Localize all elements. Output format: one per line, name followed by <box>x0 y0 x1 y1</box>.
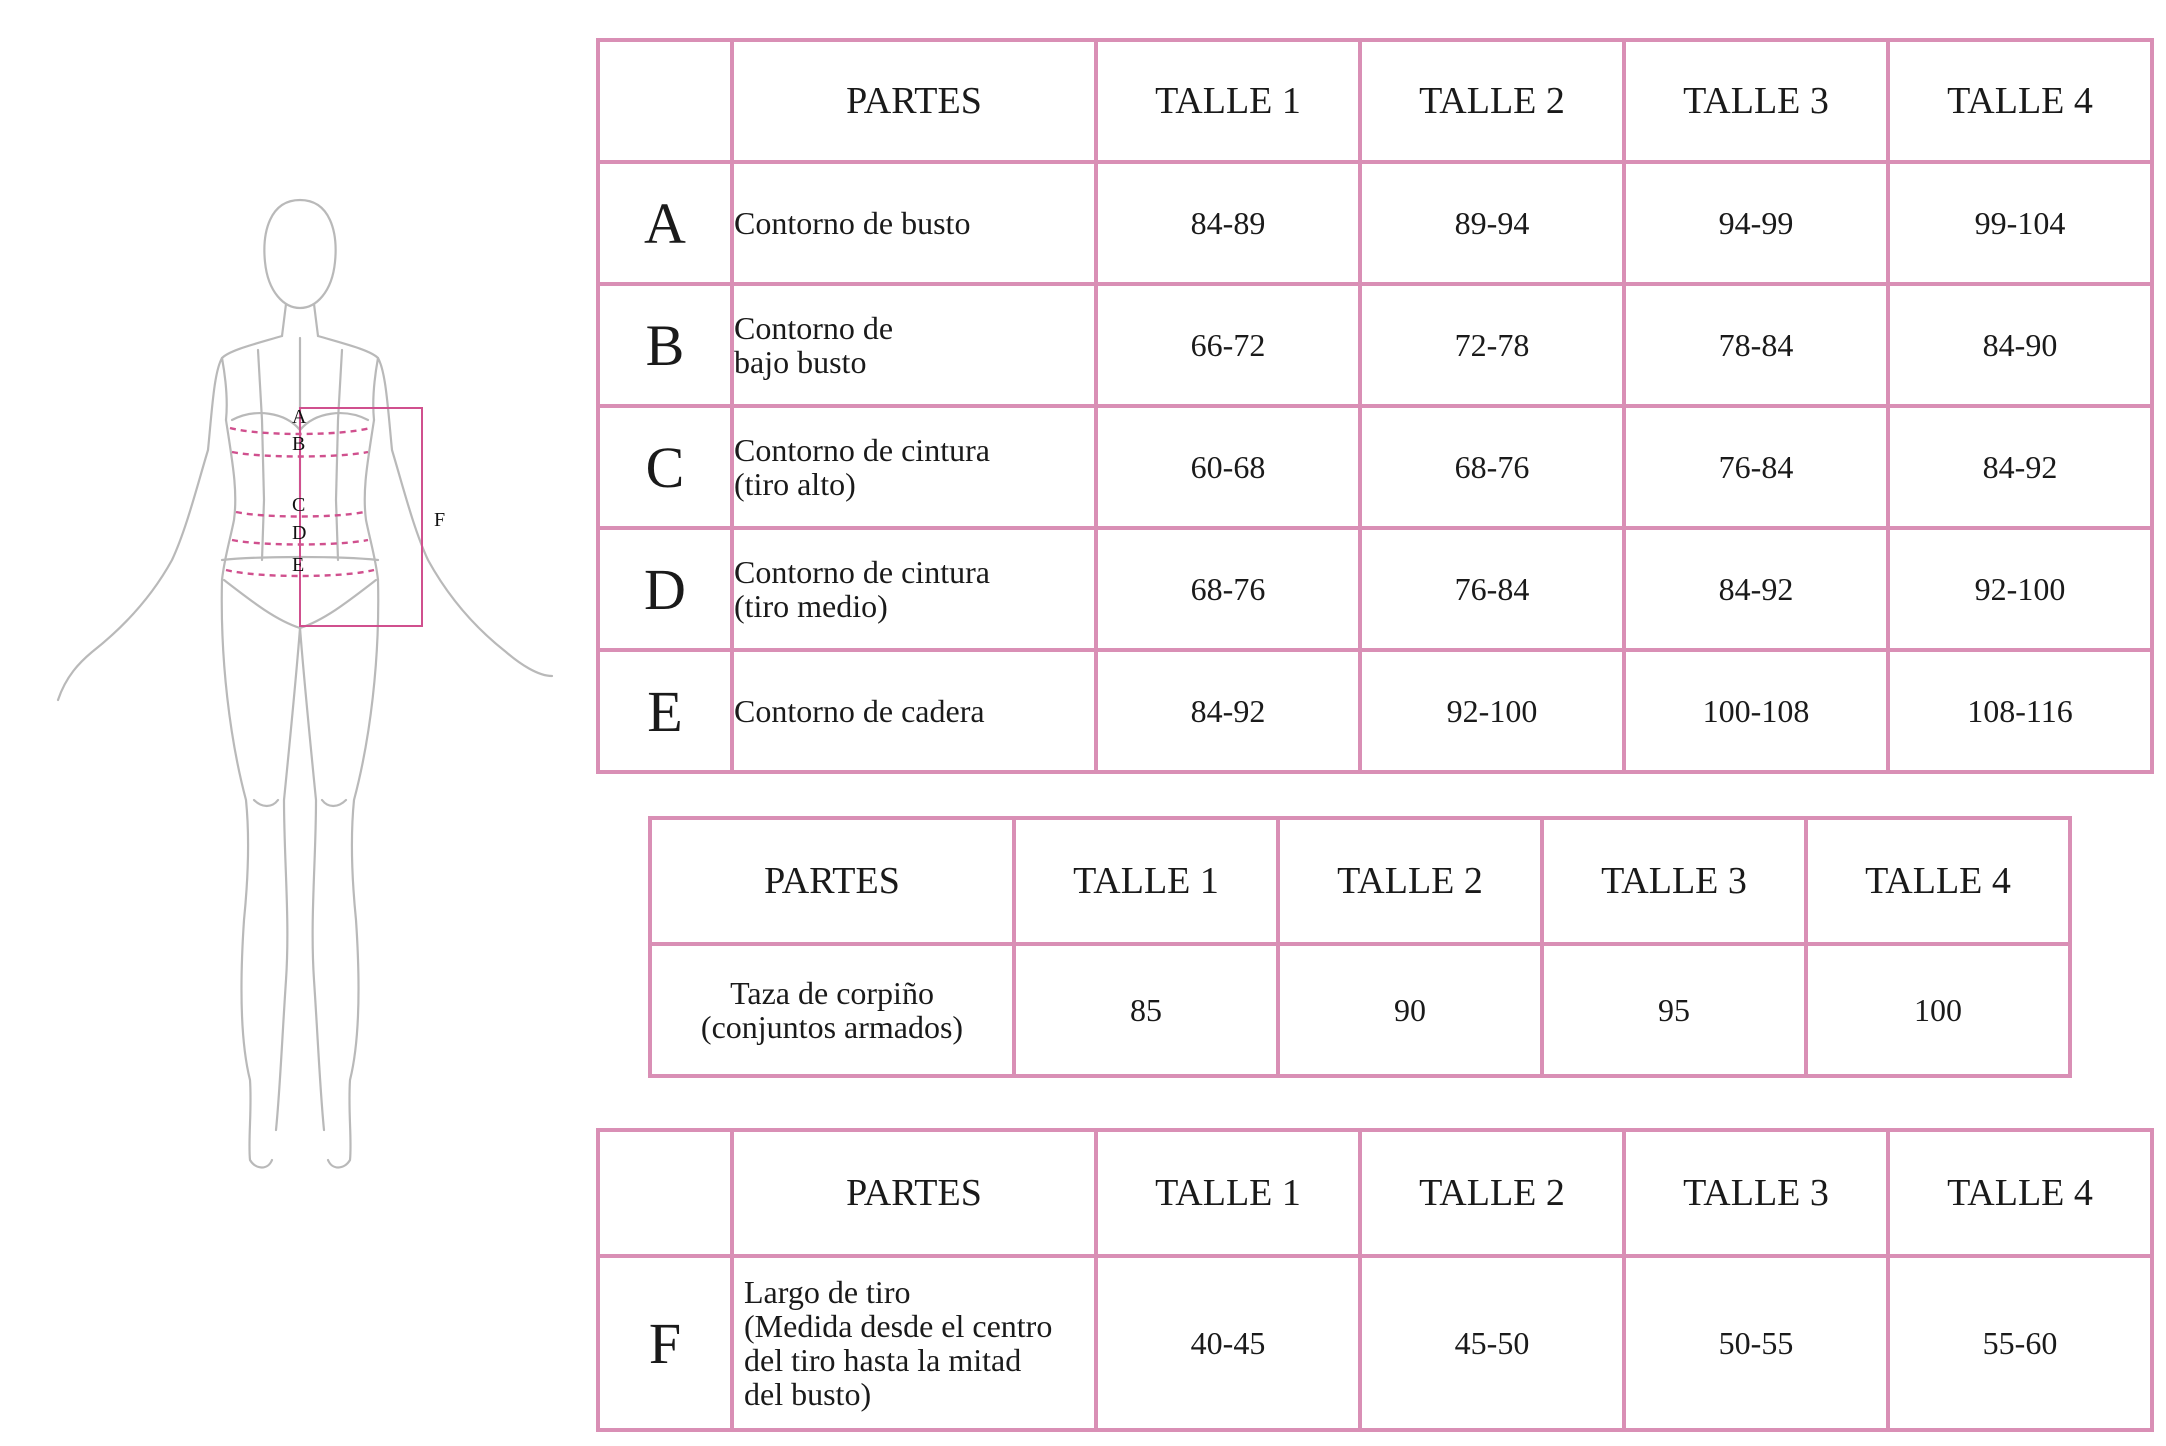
value-talle-4: 55-60 <box>1888 1256 2152 1430</box>
value-talle-3: 95 <box>1542 944 1806 1076</box>
value-talle-3: 50-55 <box>1624 1256 1888 1430</box>
table-row <box>598 284 2152 406</box>
value-talle-2: 92-100 <box>1360 650 1624 772</box>
value-talle-4: 100 <box>1806 944 2070 1076</box>
value-talle-1: 40-45 <box>1096 1256 1360 1430</box>
value-talle-1: 66-72 <box>1096 284 1360 406</box>
marker-d: D <box>292 522 307 544</box>
part-name: Contorno de cintura (tiro alto) <box>732 406 1096 528</box>
header-talle-2: TALLE 2 <box>1360 40 1624 162</box>
table-row <box>598 1256 2152 1430</box>
table-row <box>598 528 2152 650</box>
header-partes: PARTES <box>650 818 1014 944</box>
value-talle-1: 68-76 <box>1096 528 1360 650</box>
value-talle-4: 99-104 <box>1888 162 2152 284</box>
marker-c: C <box>292 494 306 516</box>
table-row <box>650 944 2070 1076</box>
row-letter: D <box>598 528 732 650</box>
value-talle-1: 84-92 <box>1096 650 1360 772</box>
value-talle-2: 76-84 <box>1360 528 1624 650</box>
marker-b: B <box>292 433 306 455</box>
value-talle-4: 108-116 <box>1888 650 2152 772</box>
value-talle-3: 100-108 <box>1624 650 1888 772</box>
header-talle-4: TALLE 4 <box>1806 818 2070 944</box>
marker-e: E <box>292 554 305 576</box>
row-letter: C <box>598 406 732 528</box>
header-talle-4: TALLE 4 <box>1888 1130 2152 1256</box>
header-talle-4: TALLE 4 <box>1888 40 2152 162</box>
row-letter: A <box>598 162 732 284</box>
value-talle-2: 89-94 <box>1360 162 1624 284</box>
table-header-row <box>598 40 2152 162</box>
value-talle-4: 92-100 <box>1888 528 2152 650</box>
value-talle-2: 90 <box>1278 944 1542 1076</box>
header-empty <box>598 1130 732 1256</box>
value-talle-2: 45-50 <box>1360 1256 1624 1430</box>
figure-head <box>264 200 335 308</box>
header-talle-3: TALLE 3 <box>1624 1130 1888 1256</box>
header-talle-1: TALLE 1 <box>1096 1130 1360 1256</box>
body-figure-illustration <box>0 0 580 1200</box>
header-talle-3: TALLE 3 <box>1542 818 1806 944</box>
header-partes: PARTES <box>732 1130 1096 1256</box>
part-name: Largo de tiro (Medida desde el centro del tiro hasta la mitad del busto) <box>732 1256 1096 1430</box>
part-name: Contorno de cintura (tiro medio) <box>732 528 1096 650</box>
value-talle-2: 68-76 <box>1360 406 1624 528</box>
marker-f: F <box>434 509 446 531</box>
value-talle-2: 72-78 <box>1360 284 1624 406</box>
value-talle-1: 84-89 <box>1096 162 1360 284</box>
value-talle-3: 78-84 <box>1624 284 1888 406</box>
header-talle-1: TALLE 1 <box>1096 40 1360 162</box>
header-talle-2: TALLE 2 <box>1360 1130 1624 1256</box>
size-table-cup <box>648 816 2072 1078</box>
size-table-main <box>596 38 2154 774</box>
header-partes: PARTES <box>732 40 1096 162</box>
table-header-row <box>598 1130 2152 1256</box>
table-row <box>598 162 2152 284</box>
row-letter: B <box>598 284 732 406</box>
value-talle-1: 60-68 <box>1096 406 1360 528</box>
marker-a: A <box>292 406 307 428</box>
table-row <box>598 650 2152 772</box>
table-header-row <box>650 818 2070 944</box>
value-talle-3: 76-84 <box>1624 406 1888 528</box>
row-letter: F <box>598 1256 732 1430</box>
header-empty <box>598 40 732 162</box>
value-talle-3: 94-99 <box>1624 162 1888 284</box>
part-name: Contorno de busto <box>732 162 1096 284</box>
value-talle-4: 84-90 <box>1888 284 2152 406</box>
header-talle-2: TALLE 2 <box>1278 818 1542 944</box>
value-talle-3: 84-92 <box>1624 528 1888 650</box>
value-talle-4: 84-92 <box>1888 406 2152 528</box>
header-talle-1: TALLE 1 <box>1014 818 1278 944</box>
size-table-rise <box>596 1128 2154 1432</box>
row-letter: E <box>598 650 732 772</box>
value-talle-1: 85 <box>1014 944 1278 1076</box>
part-name: Taza de corpiño (conjuntos armados) <box>650 944 1014 1076</box>
table-row <box>598 406 2152 528</box>
part-name: Contorno de bajo busto <box>732 284 1096 406</box>
header-talle-3: TALLE 3 <box>1624 40 1888 162</box>
part-name: Contorno de cadera <box>732 650 1096 772</box>
